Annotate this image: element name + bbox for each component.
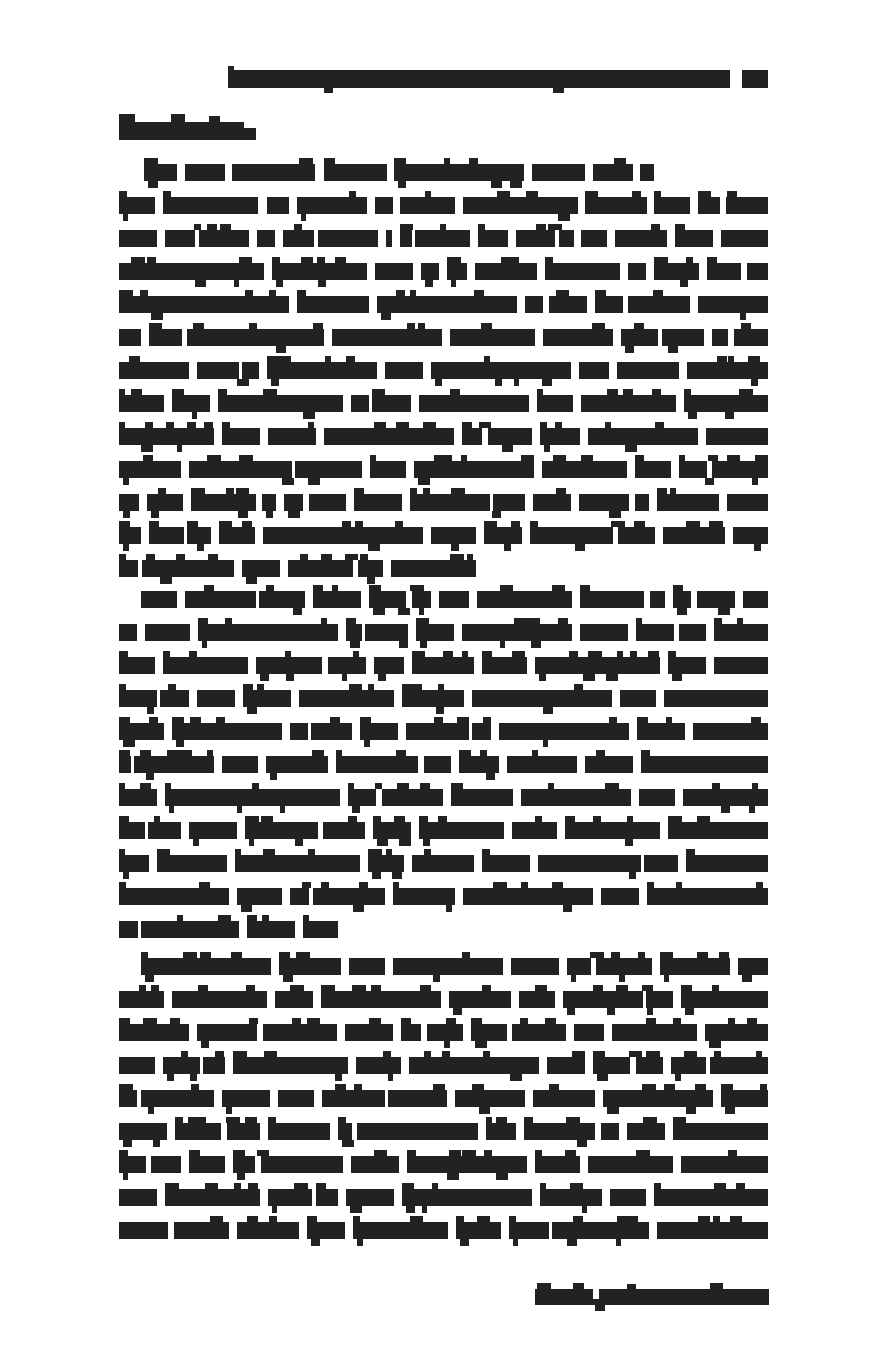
redacted-ascender [215, 1051, 224, 1059]
redacted-descender [453, 1008, 462, 1015]
redacted-ascender [338, 1117, 346, 1125]
redacted-word [654, 1189, 768, 1206]
redacted-word [603, 1090, 713, 1107]
redacted-descender [444, 1041, 450, 1048]
redacted-word [567, 958, 652, 975]
redacted-ascender [198, 1117, 206, 1125]
redacted-descender [190, 1074, 197, 1081]
redacted-ascender [210, 1216, 223, 1224]
redacted-ascender [119, 1084, 133, 1092]
redacted-ascender [462, 1150, 476, 1158]
redacted-ascender [719, 952, 729, 960]
redacted-ascender [736, 1183, 745, 1191]
redacted-ascender [233, 1051, 247, 1059]
redacted-word [455, 1090, 525, 1107]
redacted-ascender [290, 985, 304, 993]
redacted-descender [571, 975, 576, 982]
redacted-ascender [654, 1183, 661, 1191]
redacted-ascender [268, 1117, 276, 1125]
redacted-ascender [247, 1216, 258, 1224]
redacted-ascender [593, 1051, 605, 1059]
redacted-ascender [483, 1051, 490, 1059]
redacted-descender [237, 1173, 245, 1180]
redaction-gap [706, 1057, 710, 1074]
redacted-ascender [442, 1051, 450, 1059]
redacted-word [671, 1057, 768, 1074]
redacted-word [278, 1090, 314, 1107]
redacted-word [407, 1156, 527, 1173]
redacted-word [119, 1189, 157, 1206]
redacted-ascender [296, 952, 310, 960]
redacted-ascender [496, 1117, 507, 1125]
redaction-gap [312, 1189, 316, 1206]
footer-ascender [710, 1283, 723, 1291]
redacted-descender [685, 1008, 694, 1015]
redacted-ascender [165, 1183, 179, 1191]
redacted-ascender [684, 1051, 697, 1059]
redacted-word [119, 1057, 155, 1074]
redacted-ascender [248, 1183, 258, 1191]
redacted-ascender [714, 1183, 726, 1191]
redacted-word [141, 958, 271, 975]
redacted-word [307, 1222, 345, 1239]
redacted-ascender [354, 1084, 362, 1092]
redacted-ascender [410, 1216, 423, 1224]
redacted-ascender [611, 952, 620, 960]
redacted-ascender [713, 1216, 720, 1224]
redacted-ascender [433, 1084, 445, 1092]
redacted-word [535, 1156, 580, 1173]
redacted-ascender [664, 1084, 675, 1092]
redacted-ascender [170, 1018, 180, 1026]
redacted-ascender [353, 1216, 360, 1224]
redacted-descender [447, 1173, 459, 1180]
redacted-word [721, 1090, 768, 1107]
redacted-descender [577, 1140, 587, 1147]
redacted-ascender [151, 985, 159, 993]
redacted-word [233, 1057, 348, 1074]
redacted-word [401, 1024, 463, 1041]
redacted-ascender [486, 1117, 492, 1125]
redacted-ascender [462, 952, 470, 960]
redacted-word [119, 1123, 167, 1140]
redacted-ascender [540, 1183, 546, 1191]
redacted-word [486, 1123, 516, 1140]
redacted-descender [709, 1041, 721, 1048]
redacted-descender [145, 975, 154, 982]
redacted-ascender [402, 1183, 414, 1191]
redacted-word [197, 1024, 337, 1041]
redacted-ascender [189, 1150, 200, 1158]
redacted-word [681, 1156, 768, 1173]
redacted-ascender [660, 952, 673, 960]
redacted-ascender [191, 1084, 199, 1092]
redacted-word [563, 991, 673, 1008]
redaction-gap [137, 1090, 141, 1107]
redacted-word [471, 1024, 566, 1041]
redacted-ascender [482, 985, 491, 993]
redacted-ascender [616, 985, 628, 993]
redacted-word [172, 991, 267, 1008]
redacted-ascender [139, 985, 146, 993]
redacted-word [233, 1156, 343, 1173]
redacted-word [738, 958, 768, 975]
redacted-ascender [119, 1018, 130, 1026]
redacted-ascender [401, 1018, 411, 1026]
redacted-ascender [593, 985, 603, 993]
redacted-ascender [424, 1051, 431, 1059]
redaction-gap [221, 1123, 227, 1140]
redacted-word [681, 991, 768, 1008]
redacted-ascender [627, 1216, 638, 1224]
redacted-descender [226, 1107, 232, 1114]
redacted-ascender [181, 1051, 188, 1059]
redacted-ascender [175, 1117, 183, 1125]
redacted-descender [616, 1239, 621, 1246]
redacted-ascender [477, 1216, 490, 1224]
redacted-ascender [566, 1117, 580, 1125]
redacted-ascender [264, 1051, 277, 1059]
redacted-ascender [269, 1216, 277, 1224]
redacted-descender [479, 1107, 490, 1114]
redacted-ascender [747, 1018, 757, 1026]
redacted-ascender [681, 985, 692, 993]
redacted-word [119, 1222, 229, 1239]
redacted-word [268, 1123, 330, 1140]
redacted-descender [742, 975, 752, 982]
redacted-word [119, 1090, 214, 1107]
redacted-ascender [371, 985, 381, 993]
redacted-descender [582, 1206, 587, 1213]
redacted-ascender [233, 1150, 245, 1158]
redaction-gap [255, 1156, 261, 1173]
redacted-word [163, 1057, 225, 1074]
redacted-word [346, 1189, 394, 1206]
redacted-descender [496, 1173, 508, 1180]
redacted-word [345, 1024, 393, 1041]
redacted-word [402, 1189, 532, 1206]
redacted-word [119, 1024, 189, 1041]
redacted-ascender [712, 985, 719, 993]
redacted-descender [725, 1107, 735, 1114]
redaction-gap [591, 958, 596, 975]
redacted-ascender [200, 952, 211, 960]
redacted-word [705, 1024, 768, 1041]
redacted-descender [607, 1107, 619, 1114]
redacted-descender [567, 1239, 577, 1246]
redacted-descender [475, 1041, 487, 1048]
redacted-ascender [369, 1018, 381, 1026]
redacted-descender [647, 1008, 653, 1015]
redacted-descender [350, 1206, 362, 1213]
redacted-ascender [321, 985, 335, 993]
redacted-ascender [316, 1183, 326, 1191]
redacted-ascender [636, 1150, 650, 1158]
redacted-descender [148, 1107, 154, 1114]
footer-ascender [537, 1283, 551, 1291]
redacted-ascender [446, 1018, 456, 1026]
redacted-word [189, 1156, 225, 1173]
redacted-ascender [119, 1150, 128, 1158]
redacted-ascender [698, 1216, 710, 1224]
redacted-word [627, 1123, 665, 1140]
redacted-ascender [638, 952, 645, 960]
redacted-ascender [756, 1051, 762, 1059]
redaction-gap [146, 1156, 151, 1173]
redacted-word [409, 1057, 539, 1074]
redacted-word [349, 958, 385, 975]
redacted-word [356, 1057, 401, 1074]
redacted-word [275, 991, 313, 1008]
redacted-word [511, 958, 559, 975]
redacted-ascender [294, 1183, 308, 1191]
redaction-gap [257, 1024, 263, 1041]
redacted-word [660, 958, 730, 975]
redacted-ascender [246, 985, 255, 993]
redacted-descender [123, 1140, 132, 1147]
footer-redaction [535, 1289, 769, 1305]
redacted-word [279, 958, 341, 975]
redaction-gap [421, 1024, 427, 1041]
redacted-ascender [432, 1183, 438, 1191]
redacted-ascender [143, 1018, 157, 1026]
redacted-descender [311, 1239, 320, 1246]
redacted-ascender [183, 952, 197, 960]
redacted-word [533, 1090, 595, 1107]
redacted-ascender [520, 1018, 528, 1026]
redacted-word [165, 1189, 260, 1206]
redacted-ascender [721, 1084, 733, 1092]
redacted-descender [513, 1239, 518, 1246]
redacted-descender [664, 975, 669, 982]
redacted-ascender [307, 1018, 320, 1026]
redacted-ascender [760, 1084, 767, 1092]
redacted-ascender [231, 952, 242, 960]
redacted-ascender [245, 1117, 257, 1125]
redacted-word [524, 1123, 619, 1140]
redacted-ascender [728, 1150, 737, 1158]
redacted-word [657, 1222, 768, 1239]
redacted-ascender [728, 1018, 735, 1026]
redacted-word [321, 991, 441, 1008]
redacted-ascender [673, 1018, 681, 1026]
redacted-word [119, 991, 164, 1008]
redacted-word [268, 1189, 338, 1206]
redacted-ascender [549, 1084, 559, 1092]
redacted-descender [597, 1074, 608, 1081]
footer-ascender [573, 1283, 584, 1291]
redacted-descender [167, 1074, 174, 1081]
redacted-ascender [352, 985, 366, 993]
redacted-descender [272, 1206, 277, 1213]
redacted-word [351, 1156, 399, 1173]
redaction-gap [507, 1024, 512, 1041]
redacted-ascender [570, 1183, 583, 1191]
redacted-word [222, 1090, 270, 1107]
redacted-ascender [643, 1117, 657, 1125]
redacted-ascender [646, 1018, 656, 1026]
redacted-ascender [535, 1150, 542, 1158]
redacted-ascender [714, 1051, 721, 1059]
redacted-word [547, 1057, 585, 1074]
redacted-ascender [205, 1183, 218, 1191]
redacted-ascender [545, 1018, 556, 1026]
redacted-word [338, 1123, 478, 1140]
redacted-descender [201, 1041, 209, 1048]
redacted-ascender [642, 1084, 656, 1092]
redacted-word [519, 991, 555, 1008]
redacted-ascender [407, 1150, 416, 1158]
redacted-ascender [383, 1051, 391, 1059]
redacted-ascender [565, 1150, 576, 1158]
redacted-descender [567, 1008, 575, 1015]
redacted-word [588, 1156, 673, 1173]
redacted-ascender [234, 1183, 241, 1191]
redacted-descender [422, 1206, 427, 1213]
redacted-ascender [535, 985, 547, 993]
redaction-gap [643, 991, 646, 1008]
redacted-descender [406, 1206, 415, 1213]
redacted-ascender [730, 1216, 742, 1224]
footer-ascender [627, 1284, 636, 1291]
redacted-descender [357, 1239, 363, 1246]
redacted-word [574, 1024, 604, 1041]
redacted-descender [675, 1074, 681, 1081]
redaction-gap [200, 1057, 203, 1074]
redacted-descender [342, 1140, 354, 1147]
redacted-word [393, 958, 503, 975]
redacted-descender [335, 1074, 342, 1081]
redacted-word [353, 1222, 448, 1239]
redaction-gap [168, 1222, 174, 1239]
redacted-ascender [484, 1150, 492, 1158]
redacted-word [673, 1123, 768, 1140]
redacted-word [593, 1057, 663, 1074]
redacted-ascender [374, 1150, 387, 1158]
redacted-descender [686, 1107, 696, 1114]
redacted-ascender [279, 952, 290, 960]
redacted-ascender [307, 1216, 317, 1224]
footer-descender [595, 1305, 605, 1311]
redacted-word [175, 1123, 260, 1140]
redacted-word [237, 1222, 299, 1239]
redacted-descender [619, 975, 625, 982]
redacted-ascender [673, 1117, 686, 1125]
redacted-ascender [697, 952, 708, 960]
redacted-word [449, 991, 511, 1008]
redaction-gap [593, 1289, 599, 1299]
redacted-descender [510, 1074, 522, 1081]
redacted-descender [460, 1239, 469, 1246]
redacted-ascender [646, 1051, 660, 1059]
redacted-descender [283, 975, 293, 982]
redacted-ascender [449, 1150, 461, 1158]
redacted-ascender [509, 1216, 516, 1224]
redacted-ascender [573, 1216, 583, 1224]
redacted-ascender [472, 1084, 484, 1092]
redacted-word [456, 1222, 501, 1239]
redacted-ascender [572, 1051, 585, 1059]
redacted-word [612, 1024, 697, 1041]
redacted-descender [153, 1140, 160, 1147]
redacted-ascender [695, 1084, 706, 1092]
redacted-descender [607, 1008, 615, 1015]
redacted-ascender [471, 1018, 482, 1026]
redaction-gap [630, 1057, 636, 1074]
redaction-gap [352, 1123, 357, 1140]
redacted-word [509, 1222, 649, 1239]
redacted-ascender [226, 1117, 240, 1125]
redacted-ascender [420, 985, 431, 993]
redacted-ascender [335, 1084, 346, 1092]
redacted-word [610, 1189, 646, 1206]
redacted-descender [388, 1074, 393, 1081]
redaction-gap [385, 1090, 388, 1107]
redacted-descender [123, 1173, 128, 1180]
redacted-word [540, 1189, 602, 1206]
redacted-ascender [141, 952, 148, 960]
redacted-ascender [292, 1018, 301, 1026]
redaction-gap [595, 1123, 601, 1140]
redacted-descender [433, 975, 440, 982]
redacted-ascender [524, 1117, 533, 1125]
redacted-ascender [456, 1216, 464, 1224]
redaction-gap [549, 1222, 552, 1239]
redacted-ascender [198, 985, 208, 993]
